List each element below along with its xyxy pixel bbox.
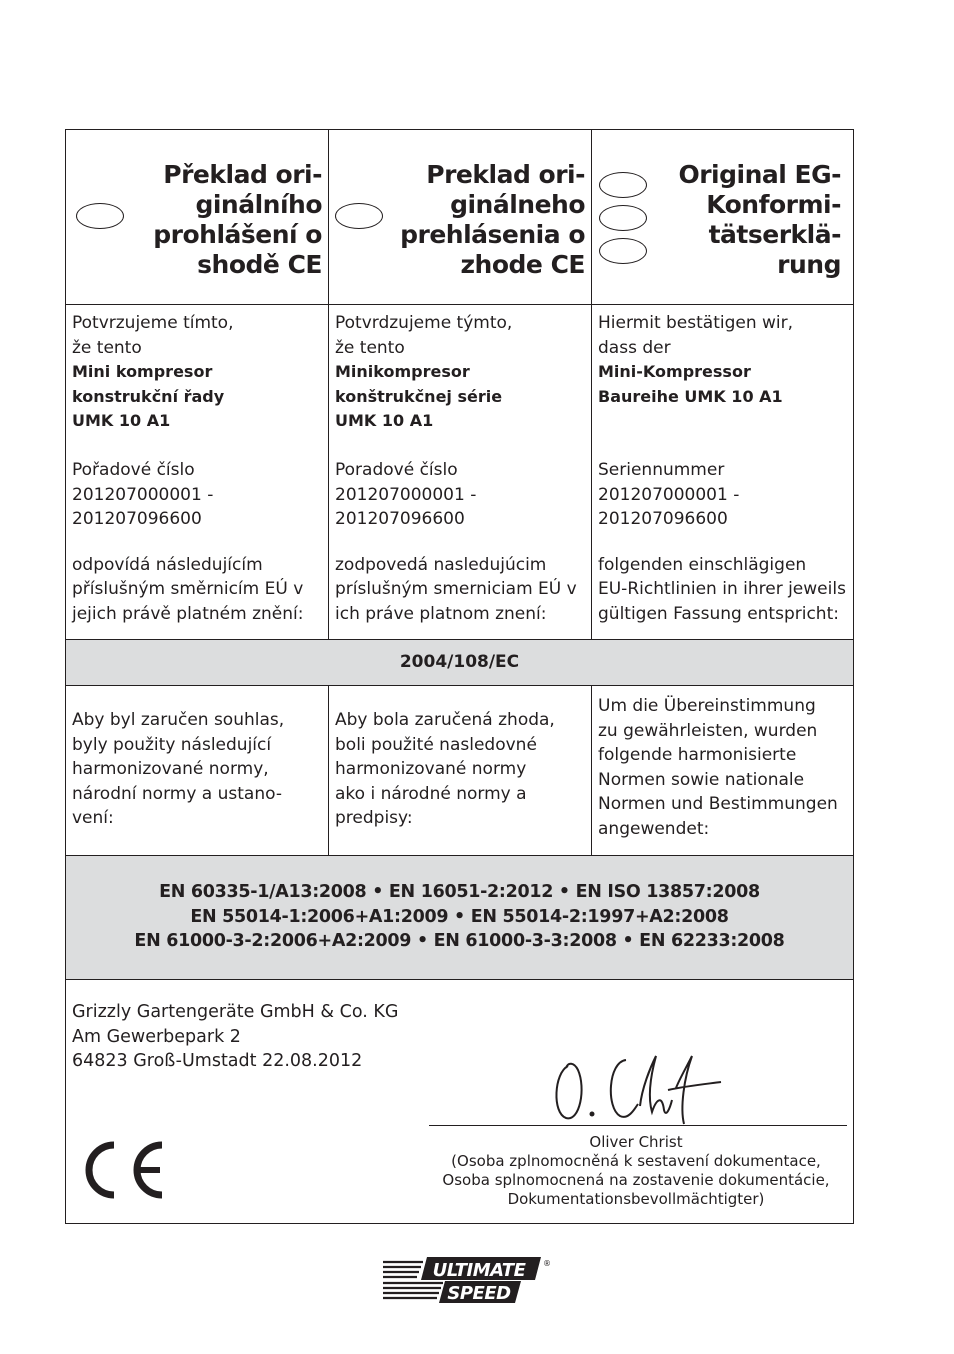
signature-line <box>429 1125 847 1126</box>
title-cz: Překlad ori- ginálního prohlášení o shodě CE <box>153 160 322 279</box>
norms-intro-row <box>66 686 853 856</box>
norms-intro-de: Um die Übereinstimmung zu gewährleisten, wurden folgende harmonisierte Normen sowie nationale Normen und Bestimmungen angewendet: <box>598 696 838 839</box>
language-oval-icon <box>599 238 647 264</box>
language-oval-icon <box>599 172 647 198</box>
signatory-block: Oliver Christ (Osoba zplnomocněná k sestavení dokumentace, Osoba splnomocnená na zostavenie dokumentácie, Dokumentationsbevollmächtigter) <box>442 1133 830 1208</box>
declaration-document <box>65 129 854 1224</box>
ultimate-speed-logo <box>383 1257 551 1307</box>
declaration-sk: Potvrdzujeme týmto, že tento Minikompresor konštrukčnej série UMK 10 A1 Poradové číslo 201207000001 - 201207096600 zodpovedá nasledujúcim príslušným smerniciam EÚ v ich práve platnom znení: <box>329 305 592 639</box>
header-cz <box>66 130 329 304</box>
header-de <box>592 130 853 304</box>
standards-list: EN 60335-1/A13:2008 • EN 16051-2:2012 • EN ISO 13857:2008 EN 55014-1:2006+A1:2009 • EN 55014-2:1997+A2:2008 EN 61000-3-2:2006+A2:2009 • EN 61000-3-3:2008 • EN 62233:2008 <box>134 882 785 951</box>
declaration-row <box>66 305 853 640</box>
language-oval-icon <box>76 203 124 229</box>
title-de: Original EG- Konformi- tätserklä- rung <box>678 160 841 279</box>
language-oval-icon <box>335 203 383 229</box>
ce-mark-icon <box>78 1137 168 1203</box>
logo-text-speed: SPEED <box>447 1283 511 1304</box>
registered-mark: ® <box>543 1259 551 1268</box>
directive-row: 2004/108/EC <box>66 640 853 686</box>
signature-icon <box>546 1038 726 1128</box>
norms-intro-sk: Aby bola zaručená zhoda, boli použité nasledovné harmonizované normy ako i národné normy a predpisy: <box>329 686 592 855</box>
logo-text-ultimate: ULTIMATE <box>432 1260 526 1281</box>
language-oval-icon <box>599 205 647 231</box>
declaration-de: Hiermit bestätigen wir, dass der Mini-Kompressor Baureihe UMK 10 A1 Seriennummer 201207000001 - 201207096600 folgenden einschlägigen EU-Richtlinien in ihrer jeweils gültigen Fassung entspricht: <box>598 313 846 624</box>
standards-row <box>66 856 853 980</box>
title-sk: Preklad ori- ginálneho prehlásenia o zhode CE <box>400 160 585 279</box>
norms-intro-cz: Aby byl zaručen souhlas, byly použity následující harmonizované normy, národní normy a ustano- vení: <box>66 686 329 855</box>
header-row <box>66 130 853 305</box>
header-sk <box>329 130 592 304</box>
declaration-cz: Potvrzujeme tímto, že tento Mini kompresor konstrukční řady UMK 10 A1 Pořadové číslo 201207000001 - 201207096600 odpovídá následujícím příslušným směrnicím EÚ v jejich právě platném znění: <box>66 305 329 639</box>
company-address: Grizzly Gartengeräte GmbH & Co. KG Am Gewerbepark 2 64823 Groß-Umstadt 22.08.2012 <box>72 1002 399 1071</box>
